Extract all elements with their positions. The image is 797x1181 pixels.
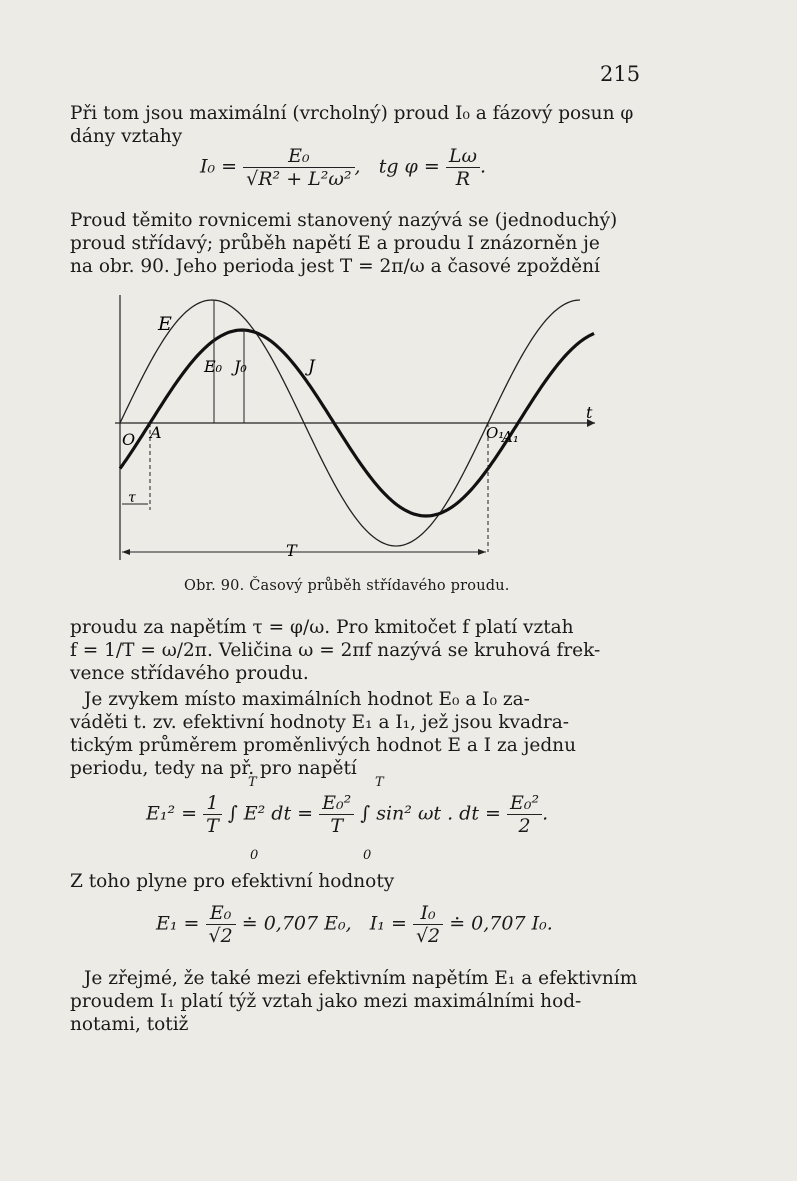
eq2-integral-1: ∫ E² dt = <box>227 802 314 825</box>
intro-line-1: Při tom jsou maximální (vrcholný) proud I₀ a fázový posun φ <box>70 103 634 124</box>
figure-90-sine-waves <box>110 290 610 570</box>
para2-line-1: Proud těmito rovnicemi stanovený nazývá se (jednoduchý) <box>70 210 618 231</box>
para6-line-1: Je zřejmé, že také mezi efektivním napětím E₁ a efektivním <box>84 968 638 989</box>
eq2-upper-limit-2: T <box>375 775 384 790</box>
label-tau: τ <box>128 490 136 506</box>
label-A: A <box>150 423 162 442</box>
eq1-phase-denominator: R <box>455 168 471 190</box>
intro-line-2: dány vztahy <box>70 126 183 147</box>
eq3-f2-denominator: √2 <box>415 925 441 947</box>
equation-effective-voltage <box>146 792 548 837</box>
page-number: 215 <box>600 62 641 86</box>
eq1-phase-fraction <box>446 145 480 190</box>
label-A1: A₁ <box>502 428 519 446</box>
para4-line-3: tickým průměrem proměnlivých hodnot E a I za jednu <box>70 735 576 756</box>
eq3-lhs: E₁ = <box>156 912 200 935</box>
figure-caption: Obr. 90. Časový průběh střídavého proudu. <box>184 578 510 594</box>
intro-paragraph <box>70 102 640 148</box>
label-O: O <box>122 430 136 449</box>
eq3-f2-numerator: I₀ <box>413 902 443 925</box>
eq3-f1-denominator: √2 <box>208 925 233 947</box>
eq2-f3-denominator: 2 <box>518 815 531 837</box>
eq2-f1-numerator: 1 <box>203 792 222 815</box>
eq2-end: . <box>542 802 549 825</box>
label-t: t <box>586 403 593 422</box>
para6-line-2: proudem I₁ platí týž vztah jako mezi maximálními hod- <box>70 991 582 1012</box>
eq2-fraction-3 <box>507 792 542 837</box>
para5-line: Z toho plyne pro efektivní hodnoty <box>70 871 395 892</box>
eq2-f3-numerator: E₀² <box>507 792 542 815</box>
para3-line-1: proudu za napětím τ = φ/ω. Pro kmitočet f platí vztah <box>70 617 574 638</box>
eq2-upper-limit-1: T <box>248 775 257 790</box>
para4-line-4: periodu, tedy na př. pro napětí <box>70 758 357 779</box>
eq3-mid: ≐ 0,707 E₀, <box>241 912 352 935</box>
eq3-lhs-2: I₁ = <box>369 912 407 935</box>
paragraph-conclusion <box>70 967 640 1036</box>
eq1-denominator: √R² + L²ω² <box>246 168 352 190</box>
eq1-numerator: E₀ <box>243 145 354 168</box>
paragraph-effective-values <box>70 688 640 780</box>
para6-line-3: notami, totiž <box>70 1014 189 1035</box>
equation-effective-values <box>156 902 553 947</box>
label-O1: O₁ <box>486 424 505 442</box>
para4-line-2: váděti t. zv. efektivní hodnoty E₁ a I₁, jež jsou kvadra- <box>70 712 569 733</box>
para2-line-3: na obr. 90. Jeho perioda jest T = 2π/ω a časové zpoždění <box>70 256 600 277</box>
paragraph-effective-intro <box>70 870 640 893</box>
eq2-lower-limit-1: 0 <box>250 848 259 863</box>
eq3-end: ≐ 0,707 I₀. <box>449 912 553 935</box>
eq2-f1-denominator: T <box>206 815 219 837</box>
eq1-fraction <box>243 145 354 190</box>
para3-line-2: f = 1/T = ω/2π. Veličina ω = 2πf nazývá se kruhová frek- <box>70 640 601 661</box>
label-E0: E₀ <box>204 357 223 376</box>
eq1-separator: , <box>354 155 361 178</box>
eq2-lhs: E₁² = <box>146 802 198 825</box>
eq2-f2-denominator: T <box>330 815 344 837</box>
paragraph-alternating-current <box>70 209 640 278</box>
eq1-tg: tg φ = <box>378 155 440 178</box>
eq1-phase-numerator: Lω <box>446 145 480 168</box>
eq2-fraction-2 <box>319 792 354 837</box>
eq3-fraction-2 <box>413 902 443 947</box>
label-T: T <box>286 541 297 560</box>
eq2-f2-numerator: E₀² <box>319 792 354 815</box>
para3-line-3: vence střídavého proudu. <box>70 663 309 684</box>
eq3-fraction-1 <box>206 902 236 947</box>
eq2-integral-2: ∫ sin² ωt . dt = <box>360 802 501 825</box>
label-J0: J₀ <box>234 357 247 376</box>
label-J: J <box>308 357 315 377</box>
eq2-lower-limit-2: 0 <box>363 848 372 863</box>
eq3-f1-numerator: E₀ <box>206 902 236 925</box>
para2-line-2: proud střídavý; průběh napětí E a proudu I znázorněn je <box>70 233 600 254</box>
label-E: E <box>158 313 172 335</box>
para4-line-1: Je zvykem místo maximálních hodnot E₀ a I₀ za- <box>84 689 530 710</box>
eq1-end: . <box>479 155 487 178</box>
paragraph-frequency <box>70 616 640 685</box>
eq1-lhs: I₀ = <box>200 155 238 178</box>
equation-current-amplitude <box>200 145 486 190</box>
eq2-fraction-1 <box>203 792 222 837</box>
